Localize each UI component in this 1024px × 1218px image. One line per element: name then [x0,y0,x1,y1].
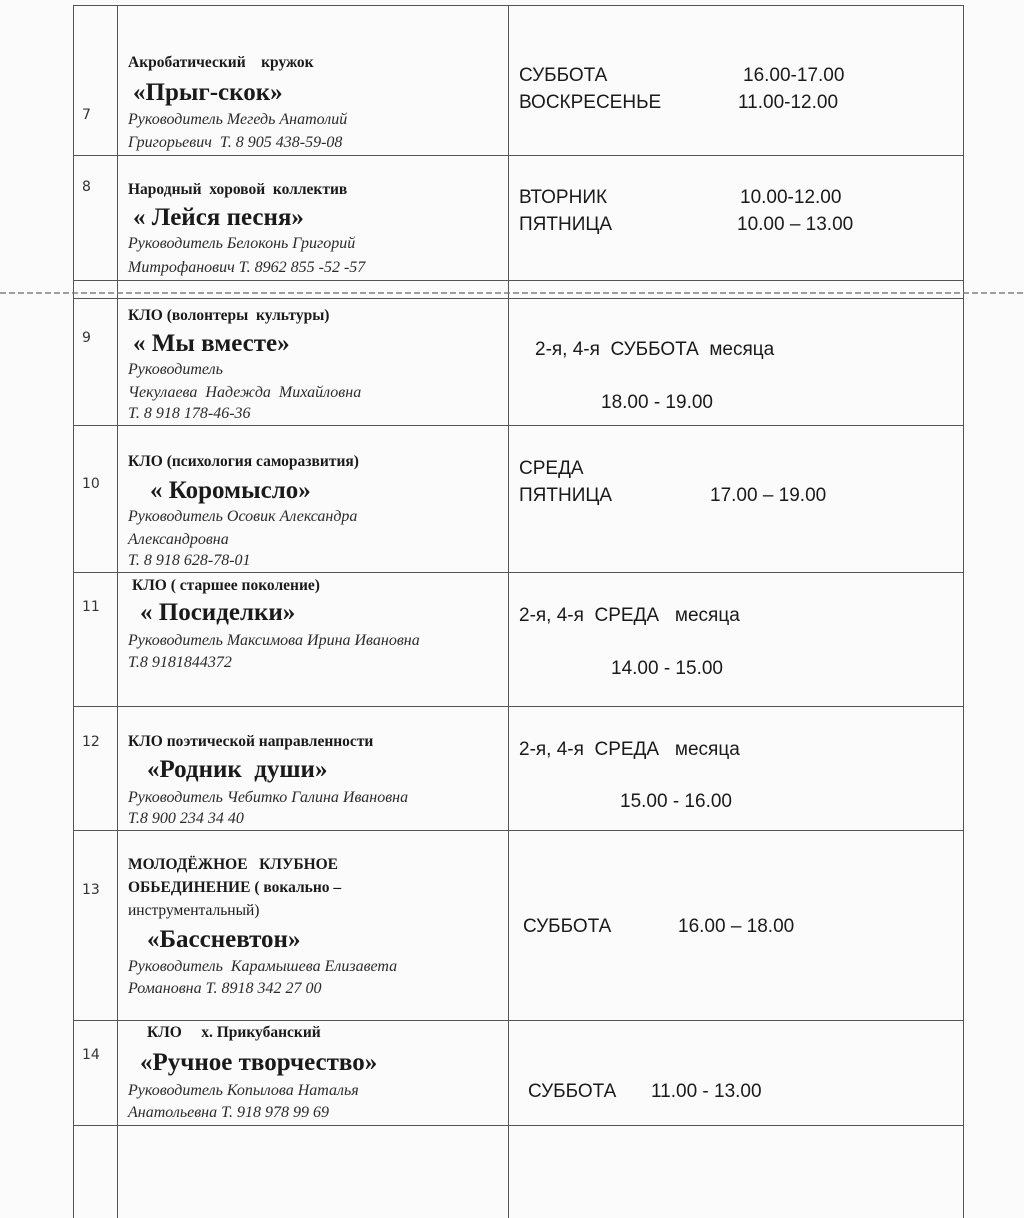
table-border [508,5,509,1218]
row-number: 12 [82,734,100,750]
leader-line: Анатольевна Т. 918 978 99 69 [128,1104,329,1121]
schedule-day: 2-я, 4-я СРЕДА месяца [519,739,740,760]
table-border [117,5,118,1218]
schedule-time: 11.00 - 13.00 [651,1081,762,1102]
leader-line: Т.8 9181844372 [128,654,232,671]
club-type: КЛО поэтической направленности [128,733,374,750]
club-type: КЛО (волонтеры культуры) [128,307,330,324]
schedule-day: СУББОТА [519,65,608,86]
row-number: 8 [82,179,91,195]
row-divider [73,1020,964,1021]
schedule-day: 2-я, 4-я СУББОТА месяца [535,339,775,360]
schedule-time: 14.00 - 15.00 [611,658,723,679]
schedule-day: ПЯТНИЦА [519,214,613,235]
leader-line: Чекулаева Надежда Михайловна [128,384,362,401]
row-divider [73,5,964,6]
club-type: Акробатический кружок [128,54,314,71]
schedule-day: ПЯТНИЦА [519,485,613,506]
schedule-day: СУББОТА [523,916,612,937]
row-number: 13 [82,882,100,898]
schedule-day: СРЕДА [519,458,584,479]
schedule-time: 16.00 – 18.00 [678,916,795,937]
table-border [963,5,964,1218]
row-divider [73,280,964,281]
schedule-time: 11.00-12.00 [738,92,839,113]
club-type: ОБЬЕДИНЕНИЕ ( вокально – [128,879,342,896]
leader-line: Руководитель Осовик Александра [128,508,358,525]
row-number: 11 [82,599,100,615]
leader-line: Руководитель Чебитко Галина Ивановна [128,789,409,806]
club-type: Народный хоровой коллектив [128,181,348,198]
row-divider [73,572,964,573]
schedule-time: 16.00-17.00 [743,65,845,86]
leader-line: Т. 8 918 178-46-36 [128,405,251,422]
row-divider [73,1125,964,1126]
club-name: «Ручное творчество» [140,1049,378,1076]
schedule-time: 10.00 – 13.00 [737,214,854,235]
schedule-time: 17.00 – 19.00 [710,485,827,506]
club-name: «Басcневтон» [147,926,301,953]
row-divider [73,706,964,707]
club-type: инструментальный) [128,902,260,919]
row-number: 10 [82,476,100,492]
leader-line: Руководитель Мегедь Анатолий [128,111,348,128]
club-name: « Посиделки» [140,599,296,626]
leader-line: Митрофанович Т. 8962 855 -52 -57 [128,259,366,276]
leader-line: Григорьевич Т. 8 905 438-59-08 [128,134,343,151]
row-divider [73,298,964,299]
row-number: 9 [82,330,91,346]
club-name: « Коромысло» [150,477,311,504]
schedule-day: ВОСКРЕСЕНЬЕ [519,92,662,113]
club-name: « Мы вместе» [133,330,290,357]
leader-line: Руководитель Максимова Ирина Ивановна [128,632,420,649]
schedule-time: 10.00-12.00 [740,187,842,208]
leader-line: Руководитель Копылова Наталья [128,1082,359,1099]
leader-line: Александровна [128,531,229,548]
leader-line: Романовна Т. 8918 342 27 00 [128,980,322,997]
row-divider [73,425,964,426]
club-type: МОЛОДЁЖНОЕ КЛУБНОЕ [128,856,339,873]
leader-line: Т. 8 918 628-78-01 [128,552,251,569]
club-name: «Прыг-скок» [133,79,283,106]
leader-line: Руководитель [128,361,223,378]
schedule-time: 18.00 - 19.00 [601,392,713,413]
club-type: КЛО ( старшее поколение) [132,577,320,594]
schedule-day: 2-я, 4-я СРЕДА месяца [519,605,740,626]
row-number: 14 [82,1047,100,1063]
leader-line: Т.8 900 234 34 40 [128,810,244,827]
club-name: « Лейся песня» [133,204,304,231]
club-type: КЛО (психология саморазвития) [128,453,359,470]
row-divider [73,830,964,831]
table-border [73,5,74,1218]
schedule-time: 15.00 - 16.00 [620,791,732,812]
schedule-day: ВТОРНИК [519,187,608,208]
leader-line: Руководитель Белоконь Григорий [128,235,356,252]
club-type: КЛО х. Прикубанский [147,1024,321,1041]
schedule-day: СУББОТА [528,1081,617,1102]
row-divider [73,155,964,156]
scan-artifact-line [0,292,1024,294]
club-name: «Родник души» [147,756,328,783]
row-number: 7 [82,107,91,123]
leader-line: Руководитель Карамышева Елизавета [128,958,398,975]
